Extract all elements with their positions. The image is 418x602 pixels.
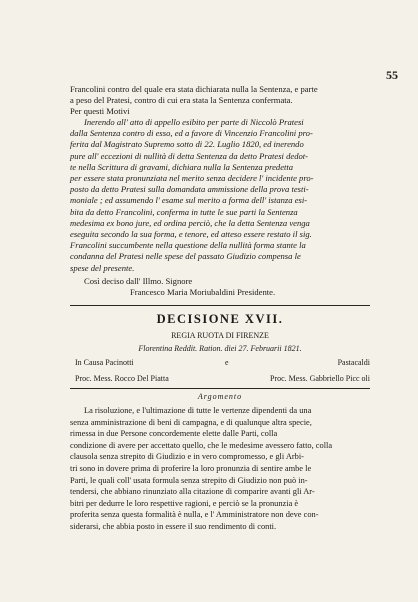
decision-paragraph (70, 117, 370, 274)
text-line: Parti, le quali coll' usata formula senza strepito di Giudizio non può in- (70, 475, 308, 485)
decision-title: DECISIONE XVII. (156, 312, 284, 326)
text-line: Francolini contro del quale era stata dichiarata nulla la Sentenza, e parte (70, 84, 318, 94)
party-left: In Causa Pacinotti (75, 358, 134, 367)
text-line: moniale ; ed assumendo l' esame sul merito a forma dell' istanza esi- (70, 195, 308, 206)
text-line: condanna del Pratesi nelle spese del passato Giudizio compensa le (70, 251, 301, 262)
text-line: per essere stata pronunziata nel merito senza decidere l' incidente pro- (70, 173, 314, 184)
text-line: tendersi, che abbiano rinunziato alla citazione di comparire avanti gli Ar- (70, 487, 315, 497)
court-name: REGIA RUOTA DI FIRENZE (171, 331, 269, 340)
text-line: posto da detto Pratesi sulla domandata ammissione della prova testi- (70, 184, 309, 195)
text-line: proferita senza questa formalità è nulla, e l' Amministratore non deve con- (70, 510, 319, 520)
text-line: Inerendo all' atto di appello esibito per parte di Niccolò Pratesi (84, 117, 304, 127)
party-conjunction: e (225, 358, 229, 367)
date-line: Florentina Reddit. Ration. diei 27. Februarii 1821. (138, 344, 302, 353)
text-line: te nella Scrittura di gravami, dichiara nulla la Sentenza predetta (70, 161, 294, 172)
text-line: a peso del Pratesi, contro di cui era stata la Sentenza confermata. (70, 95, 293, 106)
text-line: bitri per dedurre le loro respettive ragioni, e perciò se la pronunzia è (70, 498, 299, 508)
argument-heading: Argomento (197, 392, 243, 401)
divider (70, 305, 370, 306)
text-line: bita da detto Francolini, conferma in tutte le sue parti la Sentenza (70, 206, 298, 217)
text-line: siderarsi, che abbia posto in essere il suo rendimento di conti. (70, 521, 277, 531)
text-line: clausola senza strepito di Giudizio e in vero compromesso, e gli Arbi- (70, 452, 304, 462)
page-number: 55 (386, 68, 398, 82)
attorney-right: Proc. Mess. Gabbriello Picc oli (270, 374, 370, 383)
motive-heading: Per questi Motivi (70, 106, 130, 117)
president-line: Francesco Maria Moriubaldini Presidente. (130, 287, 276, 298)
argument-paragraph (70, 405, 370, 533)
top-paragraph (70, 84, 370, 118)
text-line: senza amministrazione di beni di campagna, e di qualunque altra specie, (70, 417, 312, 427)
text-line: tri sono in dovere prima di proferire la loro pronunzia di sentire ambe le (70, 463, 312, 473)
closing-block (70, 276, 370, 298)
text-line: condizione di avere per accettato quello, che le medesime avessero fatto, colla (70, 440, 333, 450)
text-line: spese del presente. (70, 262, 135, 273)
text-line: rimessa in due Persone concordemente elette dalle Parti, colla (70, 429, 278, 439)
text-line: medesima ex bono jure, ed ordina perciò, che la detta Sentenza venga (70, 217, 310, 228)
divider (70, 388, 370, 389)
text-line: La risoluzione, e l'ultimazione di tutte le vertenze dipendenti da una (84, 406, 312, 415)
attorney-left: Proc. Mess. Rocco Del Piatta (75, 374, 169, 383)
text-line: pure all' eccezioni di nullità di detta Sentenza da detto Pratesi dedot- (70, 150, 309, 161)
text-line: ferita dal Magistrato Supremo sotto di 22. Luglio 1820, ed inerendo (70, 139, 304, 150)
party-right: Pastacaldi (337, 358, 370, 367)
text-line: Francolini succumbente nella questione della nullità forma stante la (70, 240, 306, 251)
text-line: dalla Sentenza contro di esso, ed a favore di Vincenzio Francolini pro- (70, 128, 313, 139)
text-line: eseguita secondo la sua forma, e tenore, ed atteso essere restato il sig. (70, 229, 312, 240)
closing-line: Così deciso dall' Illmo. Signore (84, 276, 193, 286)
